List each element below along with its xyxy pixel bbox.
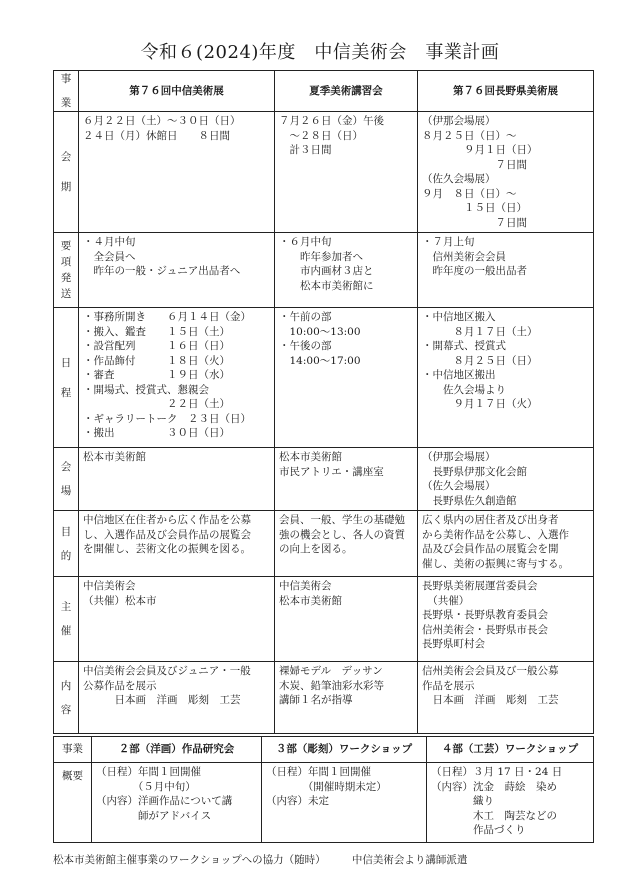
cell-venue-2: 松本市美術館 市民アトリエ・講座室 — [275, 448, 418, 511]
cell-workshop-crafts: （日程）３月 17 日・24 日 （内容）沈金 蒔絵 染め 織り 木工 陶芸などの 作品づくり — [427, 763, 594, 843]
cell-workshop-western: （日程）年間１回開催 （５月中旬） （内容）洋画作品について講 師がアドバイス — [92, 763, 262, 843]
row-venue — [54, 448, 594, 511]
cell-guidelines-2: ・６月中旬 昨年参加者へ 市内画材３店と 松本市美術館に — [275, 233, 418, 308]
row-label-schedule — [54, 308, 79, 448]
vertical-label-text: 日 程 — [60, 356, 72, 399]
cell-organizer-3: 長野県美術展運営委員会 （共催） 長野県・長野県教育委員会 信州美術会・長野県市長会 長野県町村会 — [418, 577, 594, 662]
workshop-summary-row — [54, 763, 594, 843]
workshop-summary-label: 概要 — [54, 763, 92, 843]
vertical-label-text: 要 項 発 送 — [60, 240, 72, 300]
workshop-table — [53, 736, 594, 843]
cell-organizer-2: 中信美術会 松本市美術館 — [275, 577, 418, 662]
col-header-summer-course: 夏季美術講習会 — [275, 71, 418, 112]
cell-venue-1: 松本市美術館 — [79, 448, 275, 511]
vertical-label-text: 主 催 — [60, 601, 72, 637]
workshop-header-row — [54, 737, 594, 763]
cell-purpose-2: 会員、一般、学生の基礎勉 強の機会とし、各人の資質 の向上を図る。 — [275, 511, 418, 577]
cell-schedule-3: ・中信地区搬入 ８月１７日（土） ・開幕式、授賞式 ８月２５日（日） ・中信地区搬出 佐久会場より ９月１７日（火） — [418, 308, 594, 448]
cell-purpose-3: 広く県内の居住者及び出身者 から美術作品を公募し、入選作 品及び会員作品の展覧会を開 催し、美術の振興に寄与する。 — [418, 511, 594, 577]
cell-content-1: 中信美術会会員及びジュニア・一般 公募作品を展示 日本画 洋画 彫刻 工芸 — [79, 662, 275, 734]
col-header-crafts: ４部（工芸）ワークショップ — [427, 737, 594, 763]
row-purpose — [54, 511, 594, 577]
cell-period-2: ７月２６日（金）午後 ～２８日（日） 計３日間 — [275, 112, 418, 233]
cell-content-2: 裸婦モデル デッサン 木炭、鉛筆油彩水彩等 講師１名が指導 — [275, 662, 418, 734]
row-label-organizer — [54, 577, 79, 662]
col-header-chushin-exhibition: 第７６回中信美術展 — [79, 71, 275, 112]
cell-organizer-1: 中信美術会 （共催）松本市 — [79, 577, 275, 662]
vertical-label-text: 内 容 — [60, 679, 72, 716]
row-schedule — [54, 308, 594, 448]
page-title: 令和６(2024)年度 中信美術会 事業計画 — [140, 42, 500, 63]
header-row — [54, 71, 594, 112]
vertical-label-text: 事 業 — [60, 73, 72, 109]
cell-guidelines-3: ・７月上旬 信州美術会会員 昨年度の一般出品者 — [418, 233, 594, 308]
vertical-label-text: 会 期 — [60, 151, 72, 193]
cell-period-3: （伊那会場展） ８月２５日（日）～ ９月１日（日） ７日間 （佐久会場展） ９月 ８日（日）～ １５日（日） ７日間 — [418, 112, 594, 233]
cell-schedule-1: ・事務所開き ６月１４日（金） ・搬入、鑑査 １５日（土） ・設営配列 １６日（日） ・作品飾付 １８日（火） ・審査 １９日（水） ・開場式、授賞式、懇親会 ２２日（土） ・ギャラリートーク ２３日（日） ・搬出 ３０日（日） — [79, 308, 275, 448]
cell-purpose-1: 中信地区在住者から広く作品を公募 し、入選作品及び会員作品の展覧会 を開催し、芸術文化の振興を図る。 — [79, 511, 275, 577]
col-header-western-painting: ２部（洋画）作品研究会 — [92, 737, 262, 763]
row-label-guidelines — [54, 233, 79, 308]
cell-workshop-sculpture: （日程）年間１回開催 （開催時期未定） （内容）未定 — [262, 763, 427, 843]
row-label-period — [54, 112, 79, 233]
cell-venue-3: （伊那会場展） 長野県伊那文化会館 （佐久会場展） 長野県佐久創造館 — [418, 448, 594, 511]
row-guidelines — [54, 233, 594, 308]
main-plan-table — [53, 70, 594, 734]
cell-schedule-2: ・午前の部 10:00～13:00 ・午後の部 14:00～17:00 — [275, 308, 418, 448]
row-label-venue — [54, 448, 79, 511]
vertical-label-text: 会 場 — [60, 461, 72, 497]
cell-guidelines-1: ・４月中旬 全会員へ 昨年の一般・ジュニア出品者へ — [79, 233, 275, 308]
row-organizer — [54, 577, 594, 662]
row-label-content — [54, 662, 79, 734]
workshop-header-label: 事業 — [54, 737, 92, 763]
row-label-purpose — [54, 511, 79, 577]
vertical-label-text: 目 的 — [60, 525, 72, 562]
header-label — [54, 71, 79, 112]
cell-content-3: 信州美術会会員及び一般公募 作品を展示 日本画 洋画 彫刻 工芸 — [418, 662, 594, 734]
row-period — [54, 112, 594, 233]
col-header-sculpture: ３部（彫刻）ワークショップ — [262, 737, 427, 763]
row-content — [54, 662, 594, 734]
col-header-nagano-exhibition: 第７６回長野県美術展 — [418, 71, 594, 112]
footer-note: 松本市美術館主催事業のワークショップへの協力（随時） 中信美術会より講師派遣 — [53, 854, 468, 866]
cell-period-1: ６月２２日（土）～３０日（日） ２４日（月）休館日 ８日間 — [79, 112, 275, 233]
